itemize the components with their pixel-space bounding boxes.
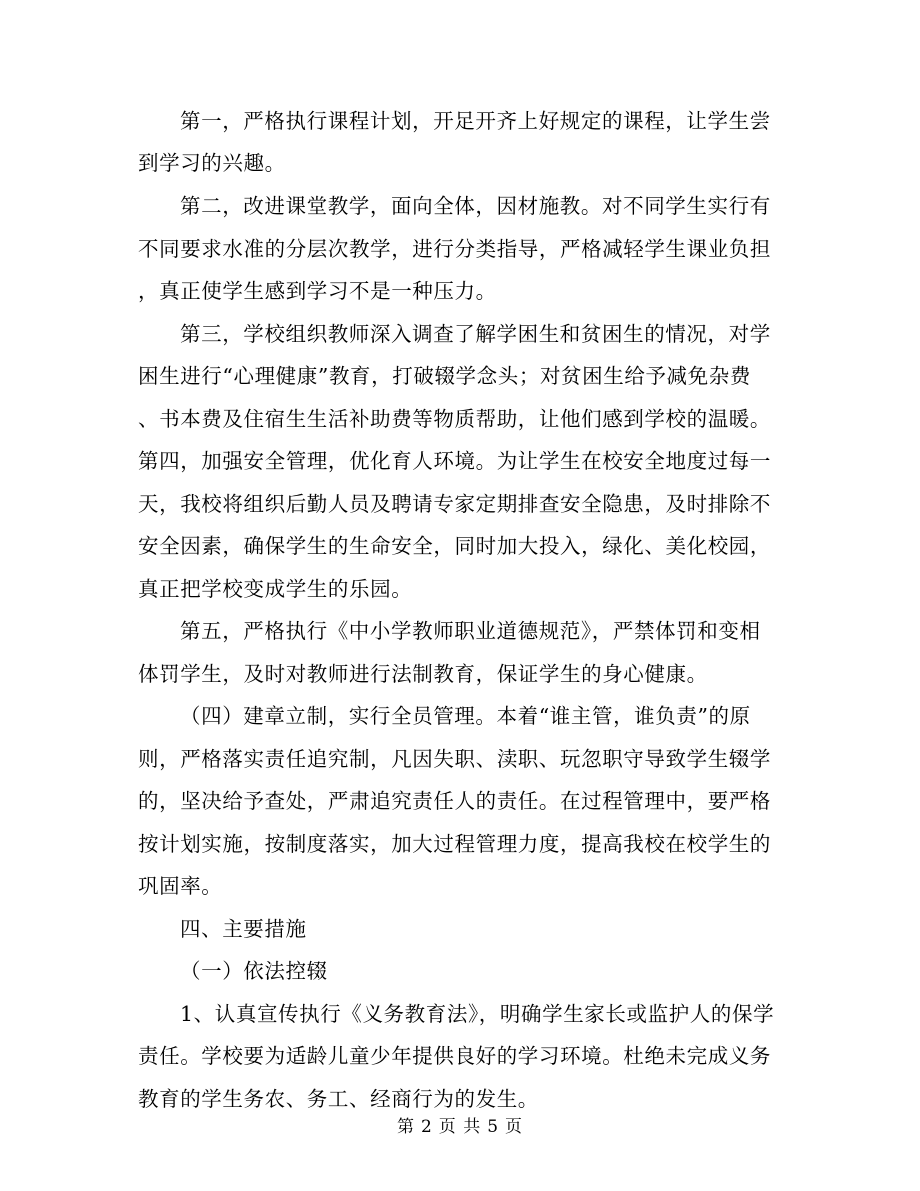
footer-prefix: 第 xyxy=(396,1117,415,1137)
text-line: 第五，严格执行《中小学教师职业道德规范》，严禁体罚和变相 xyxy=(180,619,761,643)
text-line: （四）建章立制，实行全员管理。本着“谁主管，谁负责”的原 xyxy=(180,704,751,728)
text-line: 天，我校将组织后勤人员及聘请专家定期排查安全隐患，及时排除不 xyxy=(138,492,771,516)
text-line: 则，严格落实责任追究制，凡因失职、渎职、玩忽职守导致学生辍学 xyxy=(138,747,771,771)
text-line: 责任。学校要为适龄儿童少年提供良好的学习环境。杜绝未完成义务 xyxy=(138,1044,771,1068)
text-line: 的，坚决给予查处，严肃追究责任人的责任。在过程管理中，要严格 xyxy=(138,789,771,813)
section-heading: 四、主要措施 xyxy=(180,917,307,941)
text-line: 困生进行“心理健康”教育，打破辍学念头；对贫困生给予减免杂费 xyxy=(138,364,751,388)
footer-middle: 页 共 xyxy=(438,1117,482,1137)
footer-page-number: 2 xyxy=(420,1117,433,1137)
text-line: 、书本费及住宿生生活补助费等物质帮助，让他们感到学校的温暖。 xyxy=(138,407,771,431)
text-line: 安全因素，确保学生的生命安全，同时加大投入，绿化、美化校园， xyxy=(138,534,771,558)
footer-suffix: 页 xyxy=(505,1117,524,1137)
subsection-heading: （一）依法控辍 xyxy=(180,959,328,983)
text-line: 第一，严格执行课程计划，开足开齐上好规定的课程，让学生尝 xyxy=(180,109,771,133)
text-line: ，真正使学生感到学习不是一种压力。 xyxy=(138,279,497,303)
text-line: 体罚学生，及时对教师进行法制教育，保证学生的身心健康。 xyxy=(138,662,708,686)
text-line: 第三，学校组织教师深入调查了解学困生和贫困生的情况，对学 xyxy=(180,322,771,346)
text-line: 按计划实施，按制度落实，加大过程管理力度，提高我校在校学生的 xyxy=(138,832,771,856)
text-line: 巩固率。 xyxy=(138,874,223,898)
text-line: 不同要求水准的分层次教学，进行分类指导，严格减轻学生课业负担 xyxy=(138,237,771,261)
footer-total-pages: 5 xyxy=(487,1117,500,1137)
text-line: 教育的学生务农、务工、经商行为的发生。 xyxy=(138,1087,539,1111)
text-line: 真正把学校变成学生的乐园。 xyxy=(138,577,413,601)
text-line: 第二，改进课堂教学，面向全体，因材施教。对不同学生实行有 xyxy=(180,194,771,218)
text-line: 1、认真宣传执行《义务教育法》，明确学生家长或监护人的保学 xyxy=(180,1002,775,1026)
page-footer xyxy=(0,1112,920,1137)
text-line: 到学习的兴趣。 xyxy=(138,151,286,175)
text-line: 第四，加强安全管理，优化育人环境。为让学生在校安全地度过每一 xyxy=(138,449,771,473)
